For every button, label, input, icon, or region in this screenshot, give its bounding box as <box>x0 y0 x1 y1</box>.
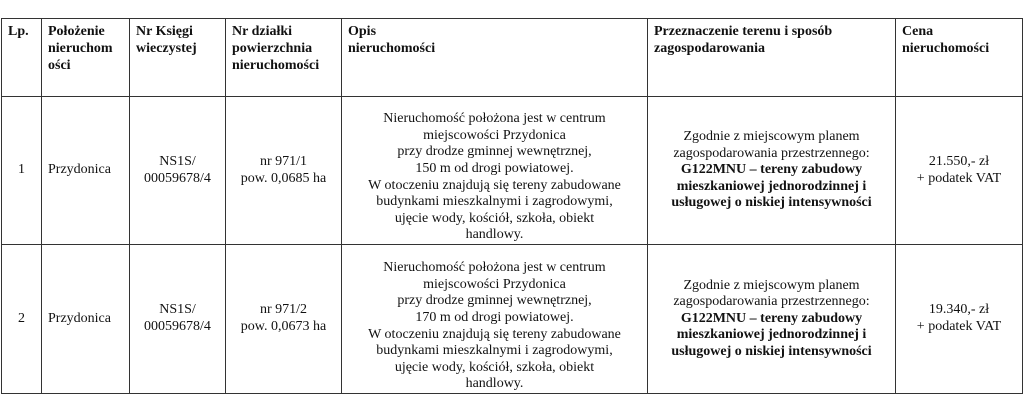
header-purpose: Przeznaczenie terenu i sposób zagospodarowania <box>648 19 896 97</box>
cell-location: Przydonica <box>42 245 130 394</box>
header-location: Położenie nieruchom ości <box>42 19 130 97</box>
cell-land-register: NS1S/ 00059678/4 <box>130 245 226 394</box>
cell-land-register: NS1S/ 00059678/4 <box>130 97 226 245</box>
header-price: Cena nieruchomości <box>896 19 1023 97</box>
property-table <box>1 18 1023 394</box>
cell-lp: 1 <box>2 97 42 245</box>
header-row <box>2 19 1023 97</box>
table-row <box>2 97 1023 245</box>
cell-price: 19.340,- zł + podatek VAT <box>896 245 1023 394</box>
cell-price: 21.550,- zł + podatek VAT <box>896 97 1023 245</box>
cell-purpose: Zgodnie z miejscowym planem zagospodarowania przestrzennego: G122MNU – tereny zabudowy mieszkaniowej jednorodzinnej i usługowej o niskiej intensywności <box>648 97 896 245</box>
header-lp: Lp. <box>2 19 42 97</box>
cell-description: Nieruchomość położona jest w centrum miejscowości Przydonica przy drodze gminnej wewnętrznej, 150 m od drogi powiatowej. W otoczeniu znajdują się tereny zabudowane budynkami mieszkalnymi i zagrodowymi, ujęcie wody, kościół, szkoła, obiekt handlowy. <box>342 97 648 245</box>
cell-description: Nieruchomość położona jest w centrum miejscowości Przydonica przy drodze gminnej wewnętrznej, 170 m od drogi powiatowej. W otoczeniu znajdują się tereny zabudowane budynkami mieszkalnymi i zagrodowymi, ujęcie wody, kościół, szkoła, obiekt handlowy. <box>342 245 648 394</box>
header-plot: Nr działki powierzchnia nieruchomości <box>226 19 342 97</box>
table-row <box>2 245 1023 394</box>
cell-lp: 2 <box>2 245 42 394</box>
cell-purpose: Zgodnie z miejscowym planem zagospodarowania przestrzennego: G122MNU – tereny zabudowy mieszkaniowej jednorodzinnej i usługowej o niskiej intensywności <box>648 245 896 394</box>
cell-location: Przydonica <box>42 97 130 245</box>
header-description: Opis nieruchomości <box>342 19 648 97</box>
cell-plot: nr 971/2 pow. 0,0673 ha <box>226 245 342 394</box>
header-land-register: Nr Księgi wieczystej <box>130 19 226 97</box>
cell-plot: nr 971/1 pow. 0,0685 ha <box>226 97 342 245</box>
